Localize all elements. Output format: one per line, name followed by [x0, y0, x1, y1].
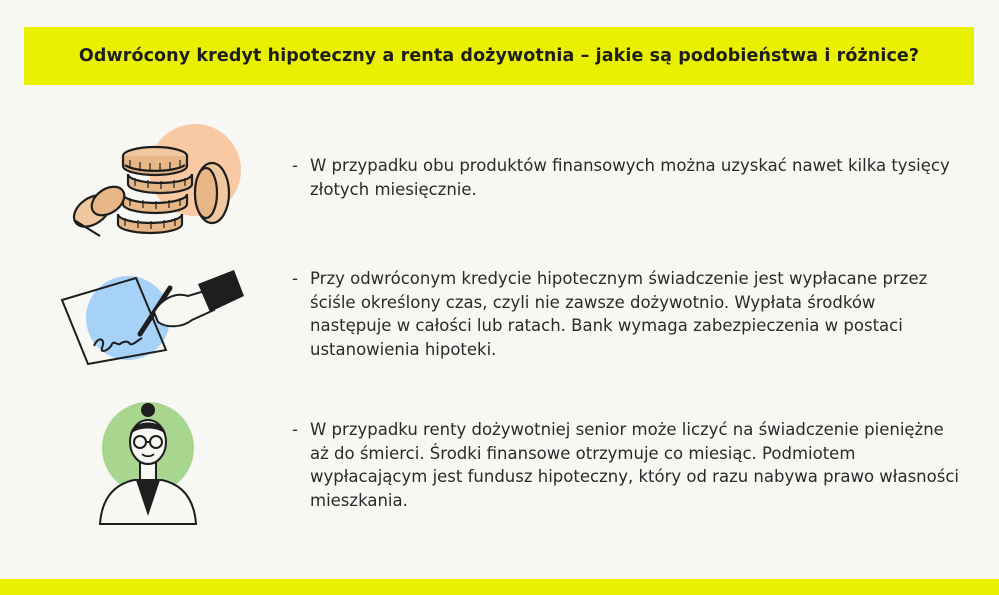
signing-hand-icon [58, 266, 248, 366]
bullet-dash: - [292, 156, 298, 175]
list-item [292, 154, 962, 201]
bottom-accent-bar [0, 579, 999, 595]
list-item [292, 267, 962, 361]
bullet-text: W przypadku obu produktów finansowych można uzyskać nawet kilka tysięcy złotych miesięcznie. [310, 156, 950, 199]
list-item [292, 418, 962, 512]
senior-woman-icon [92, 396, 212, 526]
title-banner [24, 27, 974, 85]
bullet-text: Przy odwróconym kredycie hipotecznym świadczenie jest wypłacane przez ściśle określony czas, czyli nie zawsze dożywotnio. Wypłata środków następuje w całości lub ratach. Bank wymaga zabezpieczenia w postaci ustanowienia hipoteki. [310, 269, 928, 359]
bullet-dash: - [292, 420, 298, 439]
bullet-text: W przypadku renty dożywotniej senior może liczyć na świadczenie pieniężne aż do śmierci. Środki finansowe otrzymuje co miesiąc. Podmiotem wypłacającym jest fundusz hipoteczny, który od razu nabywa prawo własności mieszkania. [310, 420, 959, 510]
coins-icon [60, 118, 250, 238]
bullet-dash: - [292, 269, 298, 288]
page-title: Odwrócony kredyt hipoteczny a renta dożywotnia – jakie są podobieństwa i różnice? [78, 46, 920, 66]
